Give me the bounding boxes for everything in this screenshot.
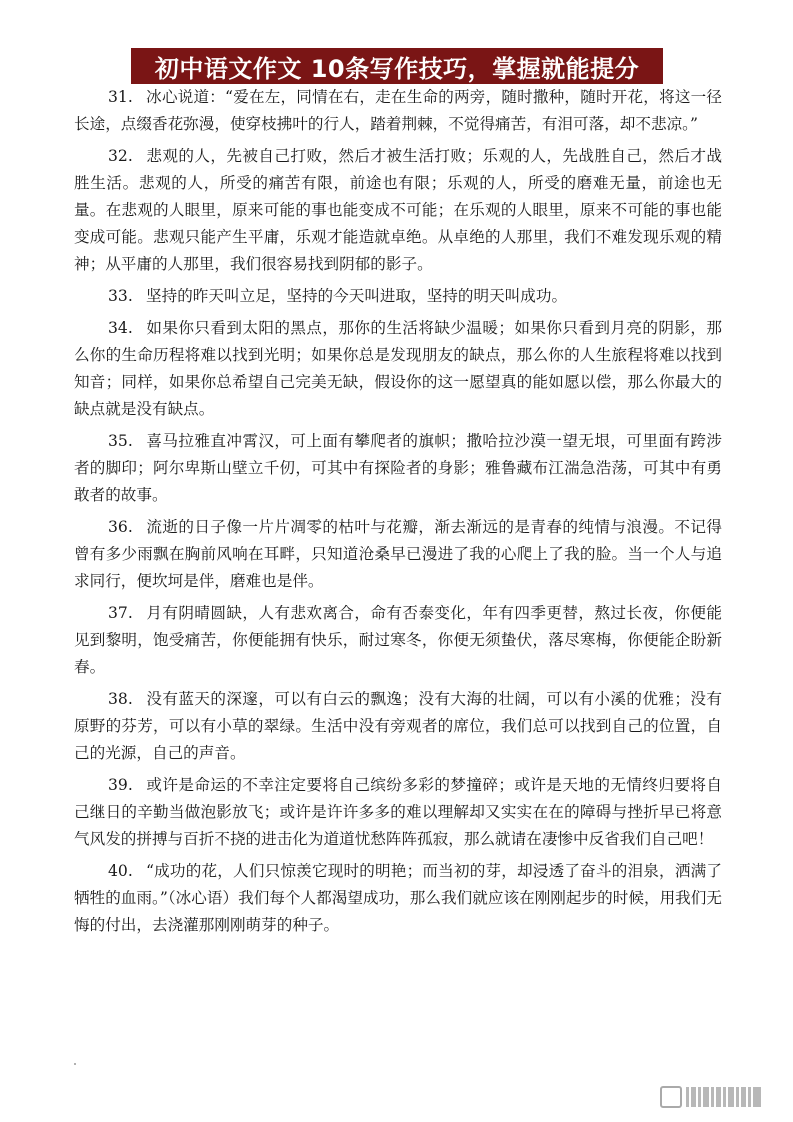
list-item: [74, 315, 722, 423]
list-item: [74, 772, 722, 853]
article-body: [74, 84, 722, 939]
list-item: [74, 428, 722, 509]
item-text: 坚持的昨天叫立足，坚持的今天叫进取，坚持的明天叫成功。: [146, 287, 568, 305]
item-number: 34.: [108, 319, 133, 337]
platform-watermark-icon: [660, 1084, 780, 1110]
list-item: [74, 686, 722, 767]
item-text: 喜马拉雅直冲霄汉，可上面有攀爬者的旗帜；撒哈拉沙漠一望无垠，可里面有跨涉者的脚印；阿尔卑斯山壁立千仞，可其中有探险者的身影；雅鲁藏布江湍急浩荡，可其中有勇敢者的故事。: [74, 432, 722, 504]
stray-dot: [74, 1063, 76, 1065]
list-item: [74, 143, 722, 278]
item-number: 38.: [108, 690, 133, 708]
item-number: 32.: [108, 147, 133, 165]
watermark-bar-icon: [711, 1087, 714, 1107]
item-number: 35.: [108, 432, 133, 450]
watermark-bar-icon: [691, 1087, 696, 1107]
watermark-bar-icon: [748, 1087, 751, 1107]
watermark-bar-icon: [741, 1087, 746, 1107]
item-text: 或许是命运的不幸注定要将自己缤纷多彩的梦撞碎；或许是天地的无情终归要将自己继日的辛勤当做泡影放飞；或许是许许多多的难以理解却又实实在在的障碍与挫折早已将意气风发的拼搏与百折不挠的进击化为道道忧愁阵阵孤寂，那么就请在凄惨中反省我们自己吧！: [74, 776, 722, 848]
item-number: 31.: [108, 88, 133, 106]
watermark-bar-icon: [698, 1087, 701, 1107]
watermark-bar-icon: [716, 1087, 721, 1107]
item-number: 37.: [108, 604, 133, 622]
item-number: 33.: [108, 287, 133, 305]
item-number: 40.: [108, 862, 133, 880]
list-item: [74, 600, 722, 681]
item-text: 没有蓝天的深邃，可以有白云的飘逸；没有大海的壮阔，可以有小溪的优雅；没有原野的芬芳，可以有小草的翠绿。生活中没有旁观者的席位，我们总可以找到自己的位置，自己的光源，自己的声音。: [74, 690, 722, 762]
page-title: 初中语文作文 10条写作技巧，掌握就能提分: [154, 54, 640, 83]
list-item: [74, 514, 722, 595]
watermark-bar-icon: [728, 1087, 734, 1107]
item-number: 39.: [108, 776, 133, 794]
title-banner: [131, 48, 663, 84]
watermark-box-icon: [660, 1086, 682, 1108]
item-text: 如果你只看到太阳的黑点，那你的生活将缺少温暖；如果你只看到月亮的阴影，那么你的生命历程将难以找到光明；如果你总是发现朋友的缺点，那么你的人生旅程将难以找到知音；同样，如果你总希望自己完美无缺，假设你的这一愿望真的能如愿以偿，那么你最大的缺点就是没有缺点。: [74, 319, 722, 418]
item-text: “成功的花，人们只惊羡它现时的明艳；而当初的芽，却浸透了奋斗的泪泉，洒满了牺牲的血雨。”（冰心语）我们每个人都渴望成功，那么我们就应该在刚刚起步的时候，用我们无悔的付出，去浇灌那刚刚萌芽的种子。: [74, 862, 722, 934]
watermark-bar-icon: [736, 1087, 739, 1107]
watermark-bar-icon: [723, 1087, 726, 1107]
watermark-bar-icon: [753, 1087, 761, 1107]
item-text: 月有阴晴圆缺，人有悲欢离合，命有否泰变化，年有四季更替，熬过长夜，你便能见到黎明，饱受痛苦，你便能拥有快乐，耐过寒冬，你便无须蛰伏，落尽寒梅，你便能企盼新春。: [74, 604, 722, 676]
list-item: [74, 858, 722, 939]
list-item: [74, 283, 722, 310]
watermark-bar-icon: [686, 1087, 689, 1107]
item-number: 36.: [108, 518, 133, 536]
item-text: 冰心说道：“爱在左，同情在右，走在生命的两旁，随时撒种，随时开花，将这一径长途，点缀香花弥漫，使穿枝拂叶的行人，踏着荆棘，不觉得痛苦，有泪可落，却不悲凉。”: [74, 88, 722, 133]
watermark-bar-icon: [703, 1087, 709, 1107]
item-text: 悲观的人，先被自己打败，然后才被生活打败；乐观的人，先战胜自己，然后才战胜生活。悲观的人，所受的痛苦有限，前途也有限；乐观的人，所受的磨难无量，前途也无量。在悲观的人眼里，原来可能的事也能变成不可能；在乐观的人眼里，原来不可能的事也能变成可能。悲观只能产生平庸，乐观才能造就卓绝。从卓绝的人那里，我们不难发现乐观的精神；从平庸的人那里，我们很容易找到阴郁的影子。: [74, 147, 722, 273]
item-text: 流逝的日子像一片片凋零的枯叶与花瓣，渐去渐远的是青春的纯情与浪漫。不记得曾有多少雨飘在胸前风响在耳畔，只知道沧桑早已漫进了我的心爬上了我的脸。当一个人与追求同行，便坎坷是伴，磨难也是伴。: [74, 518, 722, 590]
list-item: [74, 84, 722, 138]
